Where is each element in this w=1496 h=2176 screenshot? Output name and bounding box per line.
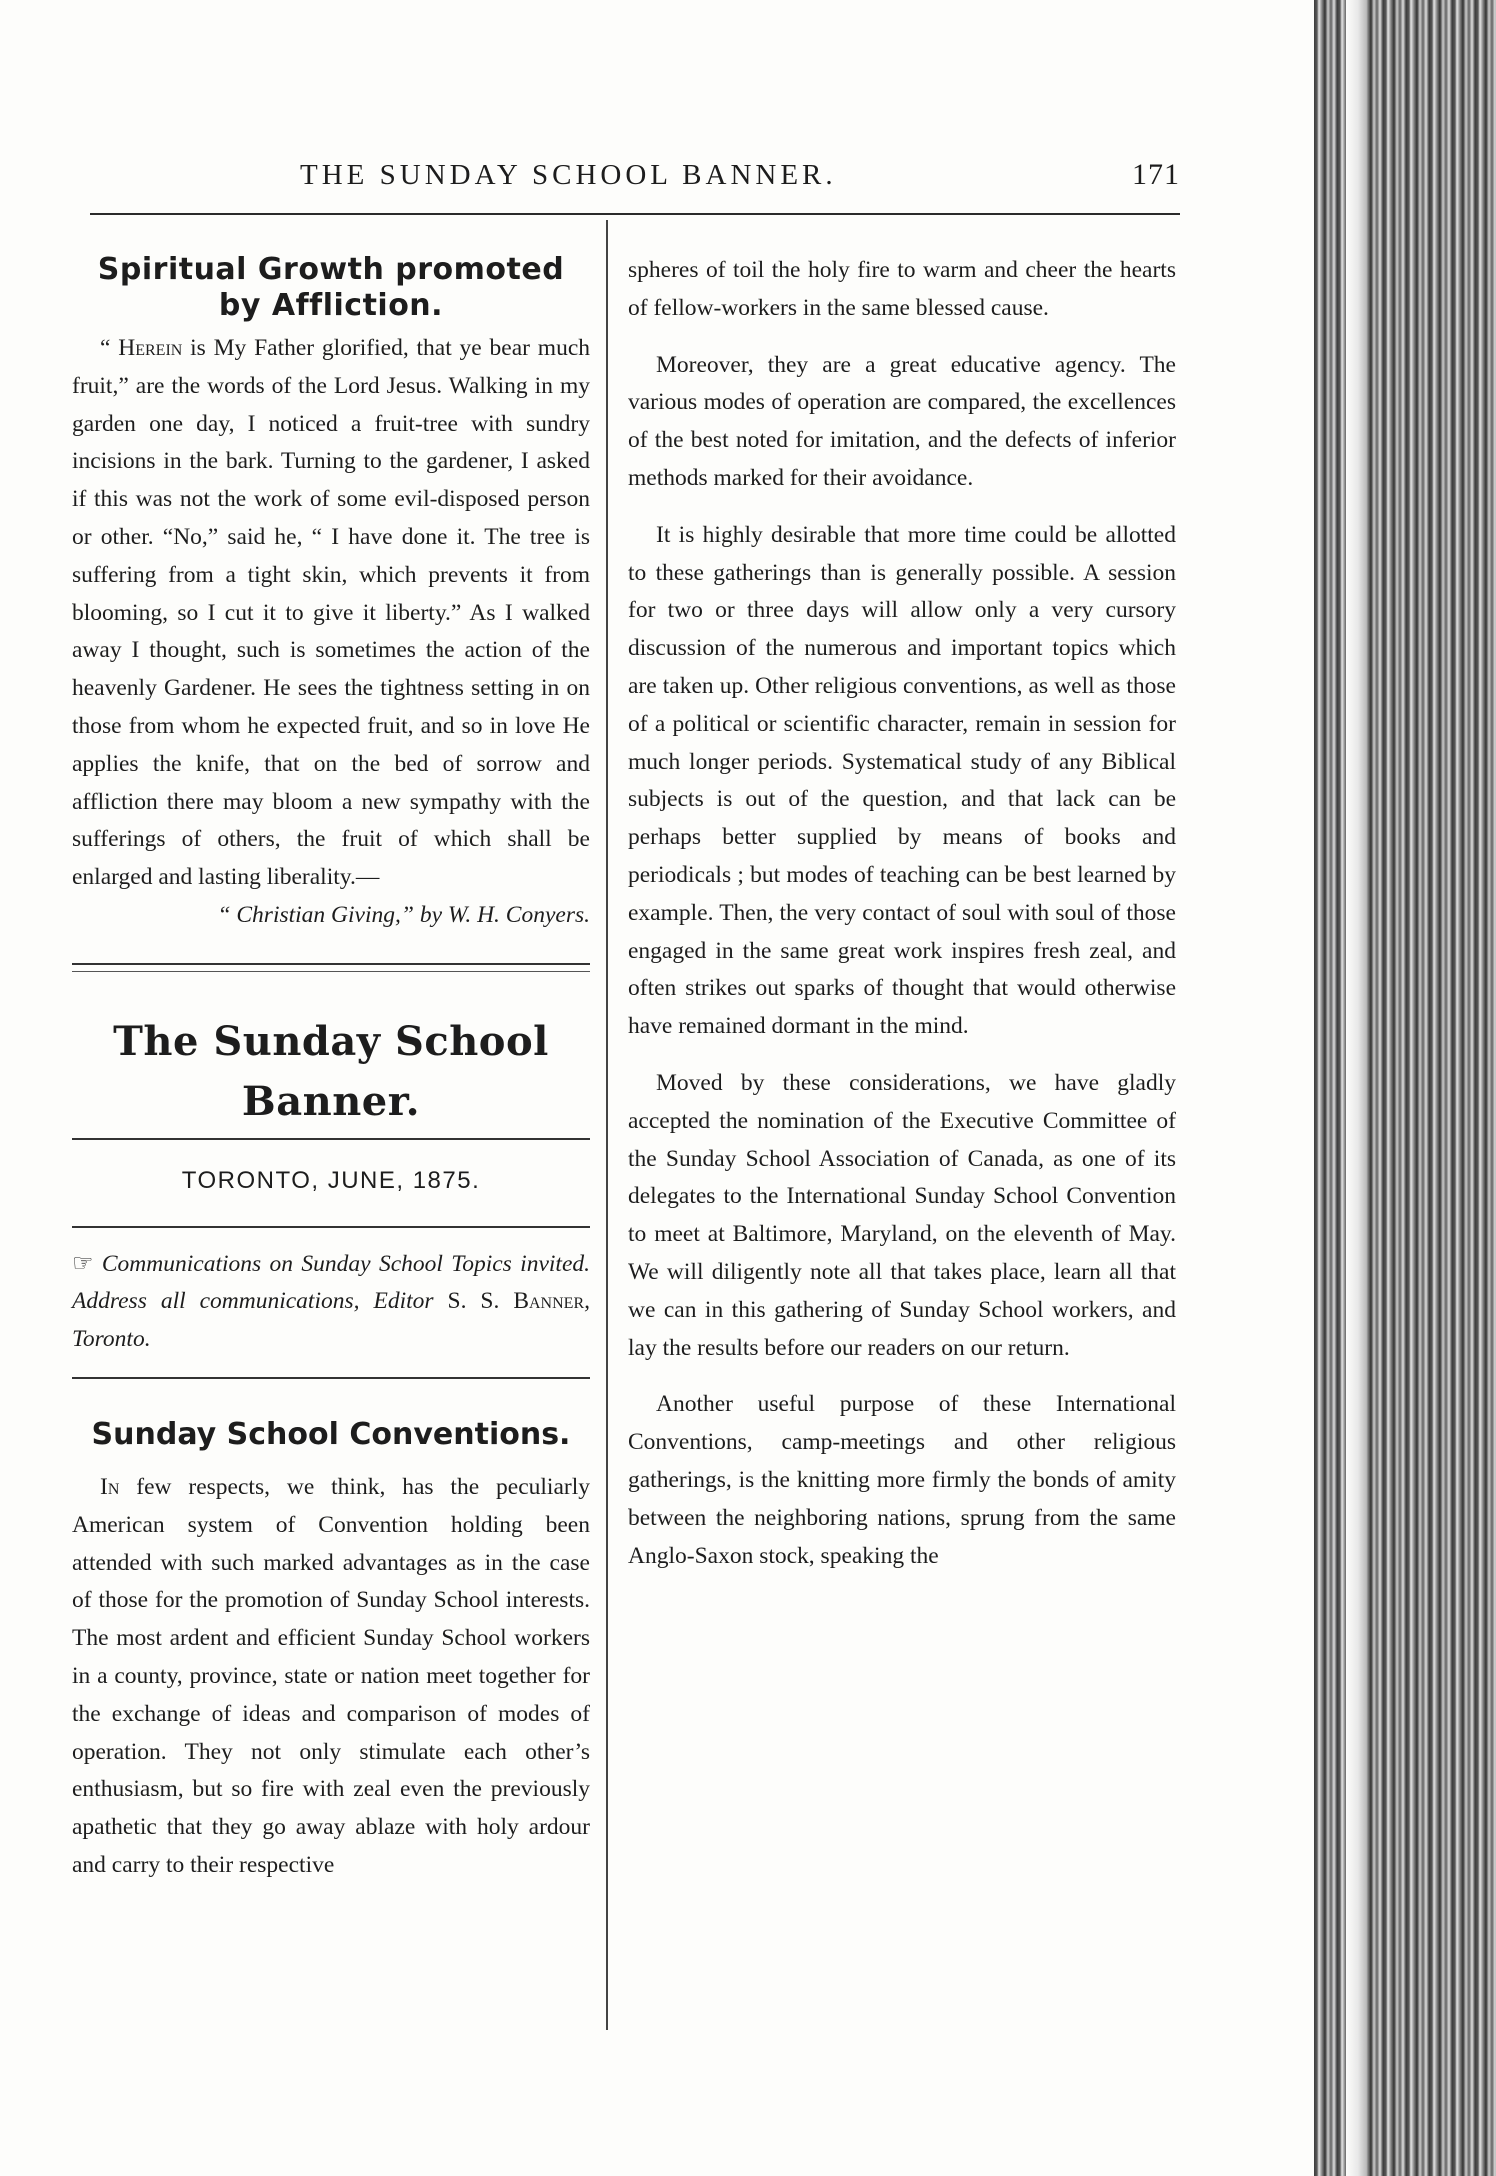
masthead-title: The Sunday School Banner. — [113, 1017, 549, 1125]
editorial-notice — [72, 1246, 590, 1359]
article-lead-word-2: In — [100, 1473, 120, 1500]
header-rule — [90, 213, 1180, 215]
left-column — [72, 252, 590, 1885]
right-column — [628, 252, 1176, 1594]
attribution-author: by W. H. Conyers. — [419, 901, 590, 928]
notice-text-a: Communications on Sunday School Topics invited. Address all communications, Editor — [72, 1250, 590, 1315]
book-page-edge — [1314, 0, 1496, 2176]
article-paragraph-1 — [72, 1469, 590, 1885]
masthead-rule-bottom — [72, 1226, 590, 1228]
article-paragraph-4: Moved by these considerations, we have gladly accepted the nomination of the Executive Committee of the Sunday School Association of Canada, as one of its delegates to the International Sunday School Convention to meet at Baltimore, Maryland, on the eleventh of May. We will diligently note all that takes place, learn all that we can in this gathering of Sunday School workers, and lay the results before our readers on our return. — [628, 1069, 1176, 1361]
article-lead-word: Herein — [118, 335, 183, 361]
paragraph-1-text: few respects, we think, has the peculiarly American system of Convention holding been attended with such marked advantages as in the case of those for the promotion of Sunday School interests. The most ardent and efficient Sunday School workers in a county, province, state or nation meet together for the exchange of ideas and comparison of modes of operation. They not only stimulate each other’s enthusiasm, but so fire with zeal even the previously apathetic that they go away ablaze with holy ardour and carry to their respective — [72, 1473, 590, 1878]
notice-text-d: , Toronto. — [72, 1288, 590, 1353]
article-title-conventions: Sunday School Conventions. — [91, 1416, 571, 1452]
article-title-spiritual-growth: Spiritual Growth promoted by Affliction. — [97, 252, 565, 323]
running-head — [90, 158, 1180, 192]
article-body-text: is My Father glorified, that ye bear much fruit,” are the words of the Lord Jesus. Walking in my garden one day, I noticed a fruit-tree with sundry incisions in the bark. Turning to the gardener, I asked if this was not the work of some evil-disposed person or other. “No,” said he, “ I have done it. The tree is suffering from a tight skin, which prevents it from blooming, so I cut it to give it liberty.” As I walked away I thought, such is sometimes the action of the heavenly Gardener. He sees the tightness setting in on those from whom he expected fruit, and so in love He applies the knife, that on the bed of sorrow and affliction there may bloom a new sympathy with the sufferings of others, the fruit of which shall be enlarged and lasting liberality.— — [72, 335, 591, 891]
notice-text-c: Banner — [513, 1288, 585, 1315]
page-number: 171 — [1132, 158, 1180, 191]
article-paragraph-5: Another useful purpose of these International Conventions, camp-meetings and other religious gatherings, is the knitting more firmly the bonds of amity between the neighboring nations, sprung from the same Anglo-Saxon stock, speaking the — [628, 1391, 1176, 1569]
pointing-hand-icon: ☞ — [72, 1250, 94, 1277]
article-attribution — [72, 897, 590, 935]
article-paragraph-2: Moreover, they are a great educative agency. The various modes of operation are compared, the excellences of the best noted for imitation, and the defects of inferior methods marked for their avoidance. — [628, 351, 1176, 491]
page-gutter-shadow — [1346, 0, 1366, 2176]
attribution-work: “ Christian Giving,” — [217, 901, 414, 928]
article-body-spiritual-growth: “ Herein is My Father glorified, that ye bear much fruit,” are the words of the Lord Jesus. Walking in my garden one day, I noticed a fruit-tree with sundry incisions in the bark. Turning to the gardener, I asked if this was not the work of some evil-disposed person or other. “No,” said he, “ I have done it. The tree is suffering from a tight skin, which prevents it from blooming, so I cut it to give it liberty.” As I walked away I thought, such is sometimes the action of the heavenly Gardener. He sees the tightness setting in on those from whom he expected fruit, and so in love He applies the knife, that on the bed of sorrow and affliction there may bloom a new sympathy with the sufferings of others, the fruit of which shall be enlarged and lasting liberality.— — [72, 335, 591, 891]
masthead-rule-top — [72, 1138, 590, 1140]
dateline: TORONTO, JUNE, 1875. — [181, 1166, 481, 1194]
column-divider — [606, 220, 608, 2030]
article-paragraph-3: It is highly desirable that more time could be allotted to these gatherings than is generally possible. A session for two or three days will allow only a very cursory discussion of the numerous and important topics which are taken up. Other religious conventions, as well as those of a political or scientific character, remain in session for much longer periods. Systematical study of any Biblical subjects is out of the question, and that lack can be perhaps better supplied by means of books and periodicals ; but modes of teaching can be best learned by example. Then, the very contact of soul with soul of those engaged in the same great work inspires fresh zeal, and often strikes out sparks of thought that would otherwise have remained dormant in the mind. — [628, 521, 1176, 1040]
notice-rule — [72, 1377, 590, 1379]
article-paragraph-1-continued: spheres of toil the holy fire to warm and cheer the hearts of fellow-workers in the same blessed cause. — [628, 257, 1176, 321]
section-rule — [72, 963, 590, 972]
running-head-title: THE SUNDAY SCHOOL BANNER. — [300, 159, 837, 191]
notice-text-b: S. S. — [447, 1288, 514, 1315]
